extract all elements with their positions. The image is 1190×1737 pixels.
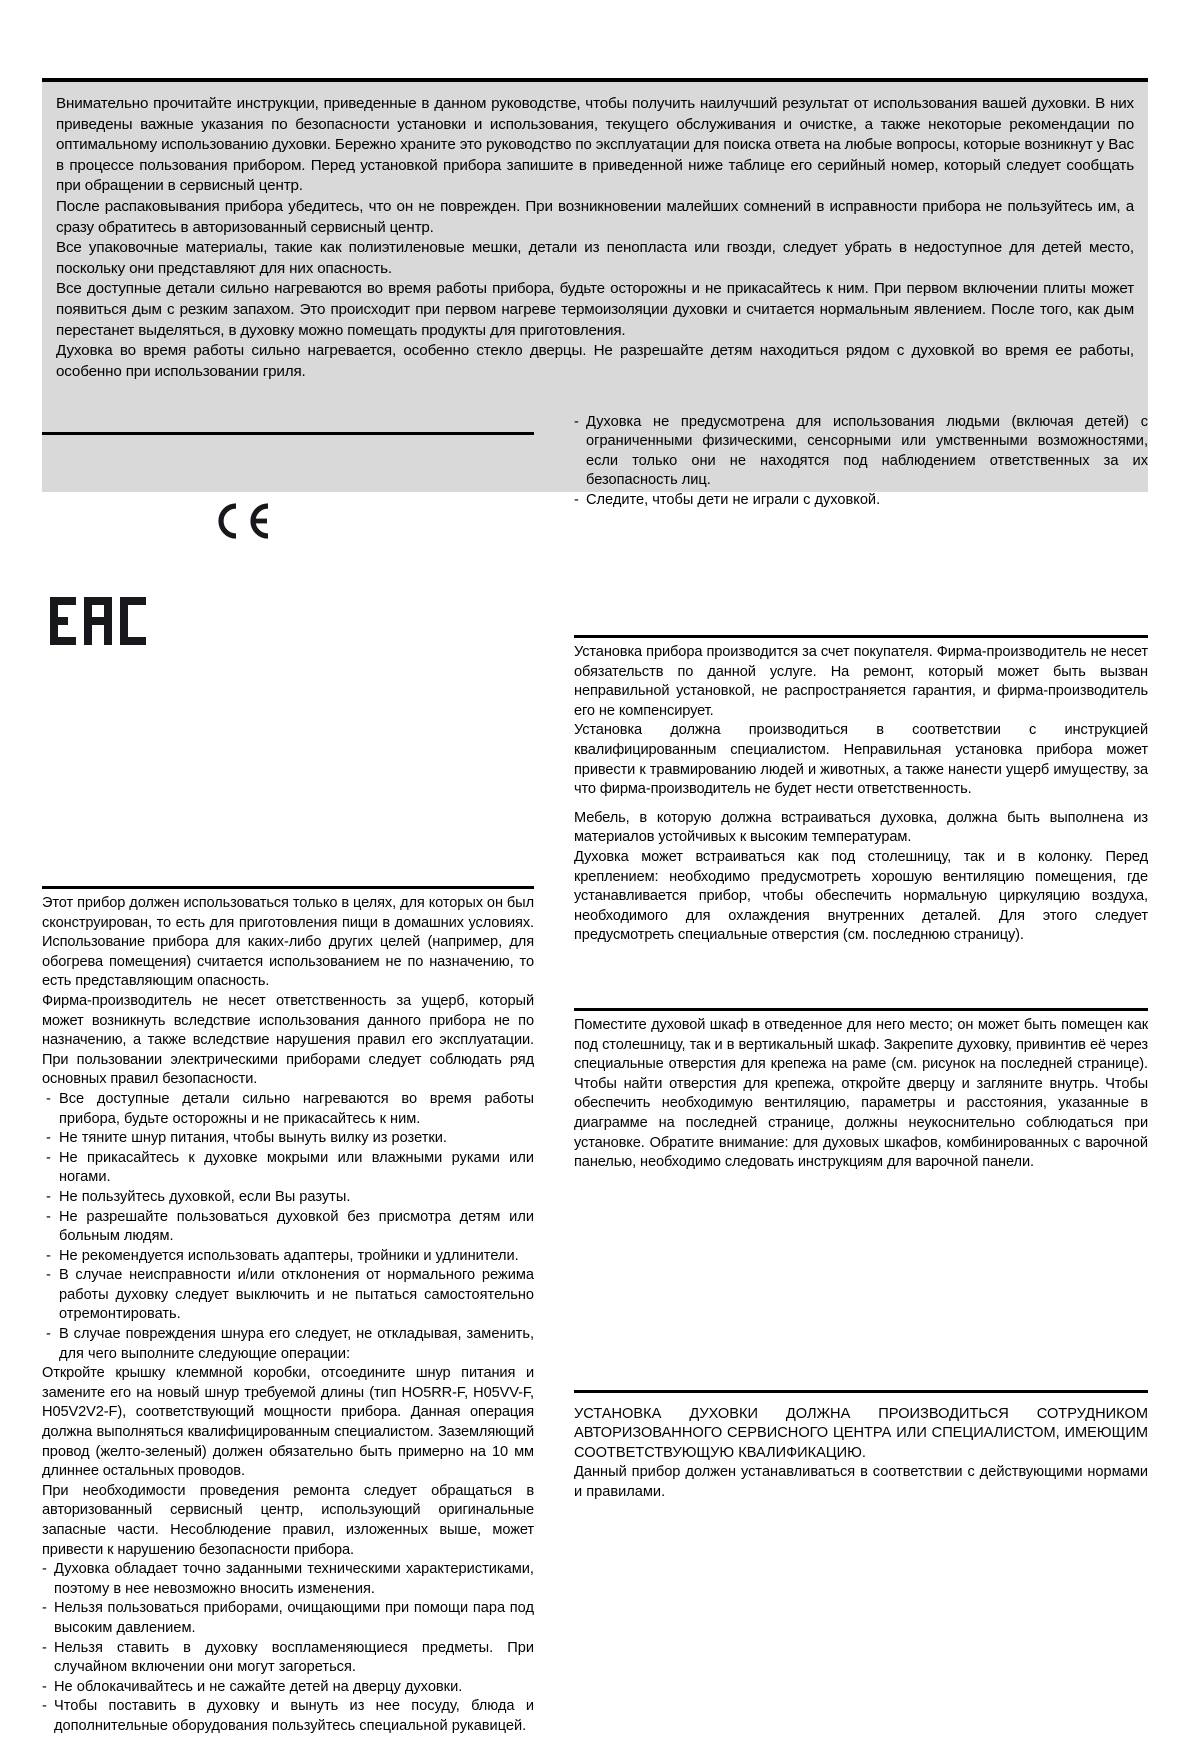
list-item: - Не пользуйтесь духовкой, если Вы разуты. bbox=[42, 1188, 534, 1208]
install-paragraph-4: Духовка может встраиваться как под столешницу, так и в колонку. Перед креплением: необходимо предусмотреть хорошую вентиляцию помещения, где устанавливается прибор, чтобы обеспечить нормальную циркуляцию воздуха, необходимого для охлаждения внутренних деталей. Для этого следует предусмотреть специальные отверстия (см. последнюю страницу). bbox=[574, 848, 1148, 944]
install-paragraph-3: Мебель, в которую должна встраиваться духовка, должна быть выполнена из материалов устойчивых к высоким температурам. bbox=[574, 809, 1148, 846]
safety-rules-list-a bbox=[42, 1090, 534, 1364]
intro-paragraph-1: Внимательно прочитайте инструкции, приведенные в данном руководстве, чтобы получить наилучший результат от использования вашей духовки. В них приведены важные указания по безопасности установки и использования, текущего обслуживания и очистке, а также некоторые рекомендации по оптимальному использованию духовки. Бережно храните это руководство по эксплуатации для поиска ответа на любые вопросы, которые возникнут у Вас в процессе пользования прибором. Перед установкой прибора запишите в приведенной ниже таблице его серийный номер, который следует сообщать при обращении в сервисный центр. bbox=[56, 95, 1134, 195]
installation-placement-section bbox=[574, 1016, 1148, 1173]
install-paragraph-1: Установка прибора производится за счет покупателя. Фирма-производитель не несет обязательств по данной услуге. На ремонт, который может быть вызван неправильной установкой, не распространяется гарантия, и фирма-производитель его не компенсирует. bbox=[574, 644, 1148, 719]
list-item: - Не облокачивайтесь и не сажайте детей на дверцу духовки. bbox=[42, 1678, 534, 1698]
right-top-bullet-list bbox=[574, 413, 1148, 510]
installation-responsibility-section bbox=[574, 643, 1148, 946]
list-item: - Духовка не предусмотрена для использования людьми (включая детей) с ограниченными физическими, сенсорными или умственными возможностями, если только они не находятся под наблюдением ответственных за их безопасность лиц. bbox=[574, 413, 1148, 491]
list-item: - В случае повреждения шнура его следует, не откладывая, заменить, для чего выполните следующие операции: bbox=[42, 1325, 534, 1364]
use-paragraph-1: Этот прибор должен использоваться только в целях, для которых он был сконструирован, то есть для приготовления пищи в домашних условиях. Использование прибора для каких-либо других целей (например, для обогрева помещения) считается использованием не по назначению, то есть представляющим опасность. bbox=[42, 895, 534, 990]
ce-mark-icon bbox=[212, 500, 274, 542]
list-item: - Нельзя ставить в духовку воспламеняющиеся предметы. При случайном включении они могут загореться. bbox=[42, 1639, 534, 1678]
left-column-rule-bottom bbox=[42, 886, 534, 889]
intro-paragraph-4: Все доступные детали сильно нагреваются во время работы прибора, будьте осторожны и не прикасайтесь к ним. При первом включении плиты может появиться дым с резким запахом. Это происходит при первом нагреве термоизоляции духовки и считается нормальным явлением. После того, как дым перестанет выделяться, в духовку можно помещать продукты для приготовления. bbox=[56, 280, 1134, 339]
use-paragraph-2: Фирма-производитель не несет ответственность за ущерб, который может возникнуть вследствие использования данного прибора не по назначению, а также вследствие нарушения правил его эксплуатации. При пользовании электрическими приборами следует соблюдать ряд основных правил безопасности. bbox=[42, 992, 534, 1088]
list-item: - В случае неисправности и/или отклонения от нормального режима работы духовку следует выключить и не пытаться самостоятельно отремонтировать. bbox=[42, 1266, 534, 1325]
intro-paragraph-3: Все упаковочные материалы, такие как полиэтиленовые мешки, детали из пенопласта или гвозди, следует убрать в недоступное для детей место, поскольку они представляют для них опасность. bbox=[56, 239, 1134, 277]
right-top-bullets bbox=[574, 413, 1148, 510]
service-center-paragraph: При необходимости проведения ремонта следует обращаться в авторизованный сервисный центр, использующий оригинальные запасные части. Несоблюдение правил, изложенных выше, может привести к нарушению безопасности прибора. bbox=[42, 1482, 534, 1558]
cord-replacement-paragraph: Откройте крышку клеммной коробки, отсоедините шнур питания и замените его на новый шнур требуемой длины (тип HO5RR-F, H05VV-F, H05V2V2-F), соответствующий мощности прибора. Данная операция должна выполняться квалифицированным специалистом. Заземляющий провод (желто-зеленый) должен обязательно быть примерно на 10 мм длиннее остальных проводов. bbox=[42, 1365, 534, 1480]
right-column-rule-2 bbox=[574, 1008, 1148, 1011]
safety-rules-list-b bbox=[42, 1560, 534, 1736]
list-item: - Не тяните шнур питания, чтобы вынуть вилку из розетки. bbox=[42, 1129, 534, 1149]
list-item: - Следите, чтобы дети не играли с духовкой. bbox=[574, 491, 1148, 510]
placement-paragraph-1: Поместите духовой шкаф в отведенное для него место; он может быть помещен как под столешницу, так и в вертикальный шкаф. Закрепите духовку, привинтив её через специальные отверстия для крепежа на раме (см. рисунок на последней странице). Чтобы найти отверстия для крепежа, откройте дверцу и загляните внутрь. Чтобы обеспечить необходимую вентиляцию, параметры и расстояния, указанные в диаграмме на последней странице, должны неукоснительно соблюдаться при установке. Обратите внимание: для духовых шкафов, комбинированных с варочной панелью, необходимо следовать инструкциям для варочной панели. bbox=[574, 1017, 1148, 1171]
installation-warning-caps: УСТАНОВКА ДУХОВКИ ДОЛЖНА ПРОИЗВОДИТЬСЯ СОТРУДНИКОМ АВТОРИЗОВАННОГО СЕРВИСНОГО ЦЕНТРА ИЛИ СПЕЦИАЛИСТОМ, ИМЕЮЩИМ СООТВЕТСТВУЮЩУЮ КВАЛИФИКАЦИЮ. bbox=[574, 1406, 1148, 1461]
list-item: - Все доступные детали сильно нагреваются во время работы прибора, будьте осторожны и не прикасайтесь к ним. bbox=[42, 1090, 534, 1129]
right-column-rule-1 bbox=[574, 635, 1148, 638]
left-column-rule-top bbox=[42, 432, 534, 435]
list-item: - Не прикасайтесь к духовке мокрыми или влажными руками или ногами. bbox=[42, 1149, 534, 1188]
intro-paragraph-5: Духовка во время работы сильно нагревается, особенно стекло дверцы. Не разрешайте детям находиться рядом с духовкой во время ее работы, особенно при использовании гриля. bbox=[56, 342, 1134, 380]
installation-warning-note: Данный прибор должен устанавливаться в соответствии с действующими нормами и правилами. bbox=[574, 1464, 1148, 1500]
list-item: - Не рекомендуется использовать адаптеры, тройники и удлинители. bbox=[42, 1247, 534, 1267]
list-item: - Нельзя пользоваться приборами, очищающими при помощи пара под высоким давлением. bbox=[42, 1599, 534, 1638]
list-item: - Духовка обладает точно заданными техническими характеристиками, поэтому в нее невозможно вносить изменения. bbox=[42, 1560, 534, 1599]
list-item: - Чтобы поставить в духовку и вынуть из нее посуду, блюда и дополнительные оборудования пользуйтесь специальной рукавицей. bbox=[42, 1697, 534, 1736]
list-item: - Не разрешайте пользоваться духовкой без присмотра детям или больным людям. bbox=[42, 1208, 534, 1247]
intro-paragraph-2: После распаковывания прибора убедитесь, что он не поврежден. При возникновении малейших сомнений в исправности прибора не пользуйтесь им, а сразу обратитесь в авторизованный сервисный центр. bbox=[56, 197, 1134, 236]
eac-mark-icon bbox=[48, 595, 156, 647]
right-column-rule-3 bbox=[574, 1390, 1148, 1393]
install-paragraph-2: Установка должна производиться в соответствии с инструкцией квалифицированным специалистом. Неправильная установка прибора может привести к травмированию людей и животных, а также нанести ущерб имуществу, за что фирма-производитель не будет нести ответственность. bbox=[574, 722, 1148, 798]
installation-warning-section bbox=[574, 1405, 1148, 1502]
intended-use-and-safety-section bbox=[42, 894, 534, 1737]
